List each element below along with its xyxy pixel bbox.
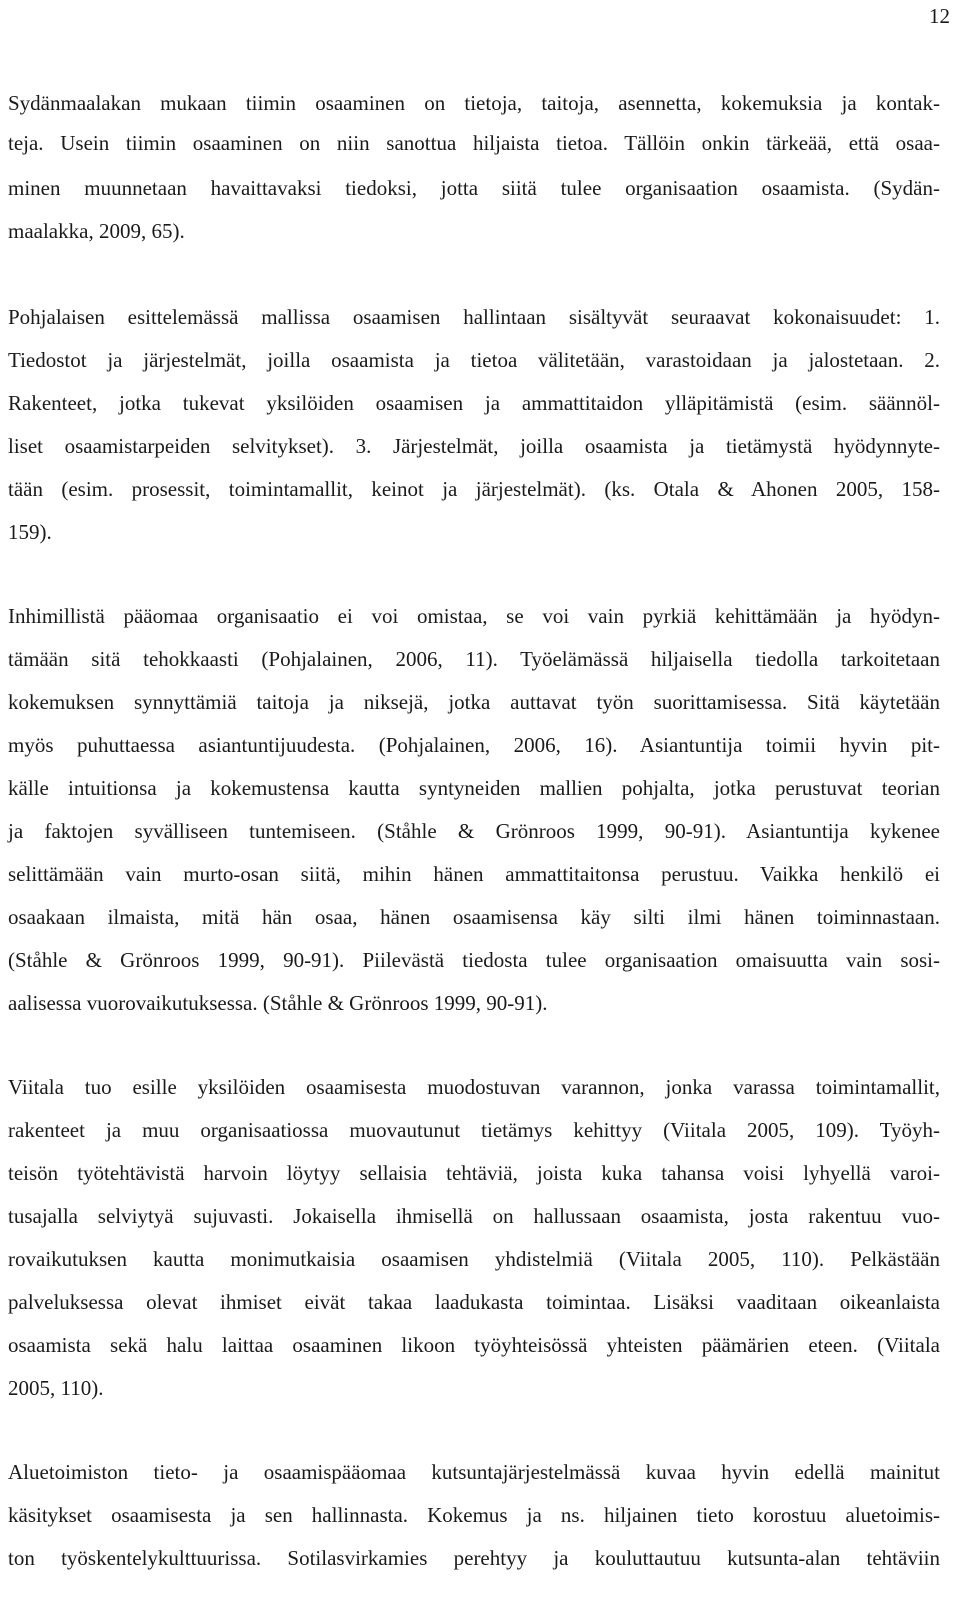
text-line: palveluksessa olevat ihmiset eivät takaa laadukasta toimintaa. Lisäksi vaaditaan oikeanlaista bbox=[8, 1290, 940, 1314]
text-line: teisön työtehtävistä harvoin löytyy sellaisia tehtäviä, joista kuka tahansa voisi lyhyellä varoi- bbox=[8, 1161, 940, 1185]
text-line: (Ståhle & Grönroos 1999, 90-91). Piilevästä tiedosta tulee organisaation omaisuutta vain sosi- bbox=[8, 948, 940, 972]
text-line: ja faktojen syvälliseen tuntemiseen. (Ståhle & Grönroos 1999, 90-91). Asiantuntija kykenee bbox=[8, 819, 940, 843]
text-line: osaakaan ilmaista, mitä hän osaa, hänen osaamisensa käy silti ilmi hänen toiminnastaan. bbox=[8, 905, 940, 929]
text-line: Pohjalaisen esittelemässä mallissa osaamisen hallintaan sisältyvät seuraavat kokonaisuudet: 1. bbox=[8, 305, 940, 329]
text-line: selittämään vain murto-osan siitä, mihin hänen ammattitaitonsa perustuu. Vaikka henkilö ei bbox=[8, 862, 940, 886]
text-line: myös puhuttaessa asiantuntijuudesta. (Pohjalainen, 2006, 16). Asiantuntija toimii hyvin pit- bbox=[8, 733, 940, 757]
text-line: liset osaamistarpeiden selvitykset). 3. Järjestelmät, joilla osaamista ja tietämystä hyödynnyte- bbox=[8, 434, 940, 458]
text-line: ton työskentelykulttuurissa. Sotilasvirkamies perehtyy ja kouluttautuu kutsunta-alan tehtäviin bbox=[8, 1546, 940, 1570]
text-line: osaamista sekä halu laittaa osaaminen likoon työyhteisössä yhteisten päämärien eteen. (Viitala bbox=[8, 1333, 940, 1357]
text-line: 2005, 110). bbox=[8, 1376, 104, 1400]
text-line: käsitykset osaamisesta ja sen hallinnasta. Kokemus ja ns. hiljainen tieto korostuu aluetoimis- bbox=[8, 1503, 940, 1527]
text-line: tään (esim. prosessit, toimintamallit, keinot ja järjestelmät). (ks. Otala & Ahonen 2005, 158- bbox=[8, 477, 940, 501]
text-line: Aluetoimiston tieto- ja osaamispääomaa kutsuntajärjestelmässä kuvaa hyvin edellä mainitut bbox=[8, 1460, 940, 1484]
text-line: tusajalla selviytyä sujuvasti. Jokaisella ihmisellä on hallussaan osaamista, josta rakentuu vuo- bbox=[8, 1204, 940, 1228]
text-line: källe intuitionsa ja kokemustensa kautta syntyneiden mallien pohjalta, jotka perustuvat teorian bbox=[8, 776, 940, 800]
text-line: teja. Usein tiimin osaaminen on niin sanottua hiljaista tietoa. Tällöin onkin tärkeää, että osaa- bbox=[8, 131, 940, 155]
text-line: rovaikutuksen kautta monimutkaisia osaamisen yhdistelmiä (Viitala 2005, 110). Pelkästään bbox=[8, 1247, 940, 1271]
text-line: Tiedostot ja järjestelmät, joilla osaamista ja tietoa välitetään, varastoidaan ja jalostetaan. 2. bbox=[8, 348, 940, 372]
text-line: Sydänmaalakan mukaan tiimin osaaminen on tietoja, taitoja, asennetta, kokemuksia ja kontak- bbox=[8, 91, 940, 115]
text-line: rakenteet ja muu organisaatiossa muovautunut tietämys kehittyy (Viitala 2005, 109). Työyh- bbox=[8, 1118, 940, 1142]
text-line: aalisessa vuorovaikutuksessa. (Ståhle & Grönroos 1999, 90-91). bbox=[8, 991, 548, 1015]
text-line: maalakka, 2009, 65). bbox=[8, 219, 185, 243]
text-line: tämään sitä tehokkaasti (Pohjalainen, 2006, 11). Työelämässä hiljaisella tiedolla tarkoitetaan bbox=[8, 647, 940, 671]
text-line: Rakenteet, jotka tukevat yksilöiden osaamisen ja ammattitaidon ylläpitämistä (esim. säännöl- bbox=[8, 391, 940, 415]
text-line: minen muunnetaan havaittavaksi tiedoksi, jotta siitä tulee organisaation osaamista. (Sydän- bbox=[8, 176, 940, 200]
text-line: kokemuksen synnyttämiä taitoja ja niksejä, jotka auttavat työn suorittamisessa. Sitä käytetään bbox=[8, 690, 940, 714]
text-line: 159). bbox=[8, 520, 52, 544]
text-line: Viitala tuo esille yksilöiden osaamisesta muodostuvan varannon, jonka varassa toimintamallit, bbox=[8, 1075, 940, 1099]
text-line: Inhimillistä pääomaa organisaatio ei voi omistaa, se voi vain pyrkiä kehittämään ja hyödyn- bbox=[8, 604, 940, 628]
page-number: 12 bbox=[929, 4, 950, 28]
